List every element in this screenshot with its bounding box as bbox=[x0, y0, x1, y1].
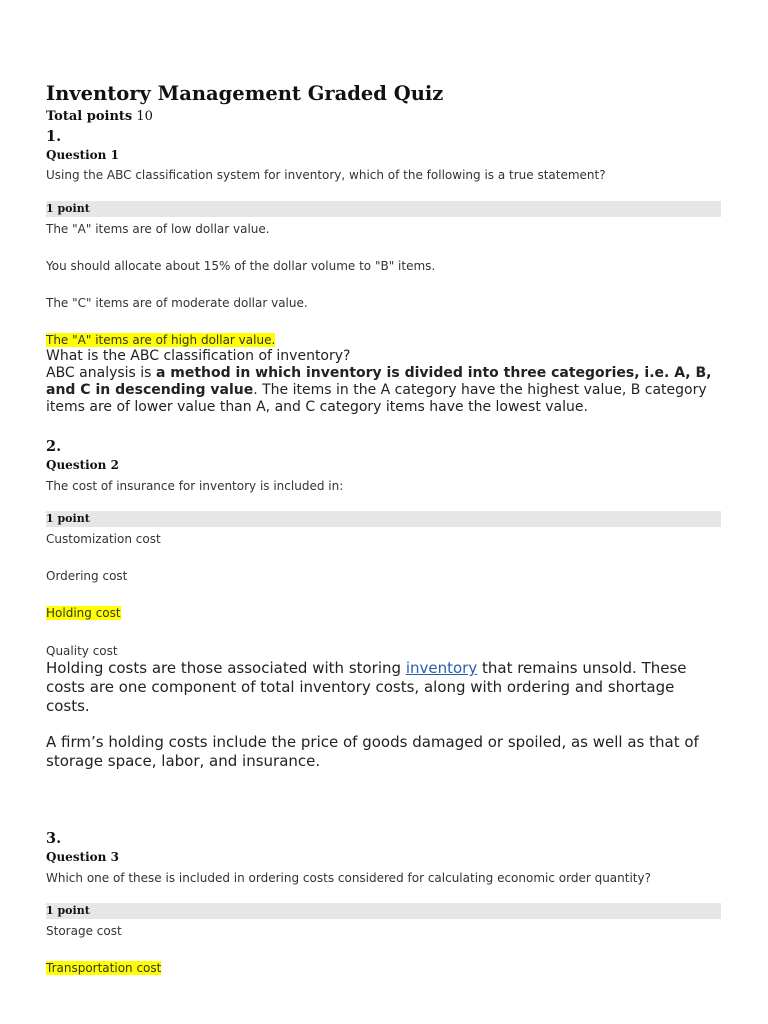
question-2-option-b[interactable]: Ordering cost bbox=[46, 569, 128, 583]
question-2-text: The cost of insurance for inventory is included in: bbox=[46, 479, 344, 493]
total-points-value: 10 bbox=[136, 109, 153, 124]
explanation-text: Holding costs are those associated with storing bbox=[46, 659, 406, 677]
explanation-text: ABC analysis is bbox=[46, 365, 156, 381]
question-2-explanation-p2: A firm’s holding costs include the price of goods damaged or spoiled, as well as that of storage space, labor, and insurance. bbox=[46, 733, 699, 770]
question-2-explanation-p1 bbox=[46, 659, 721, 716]
question-1-option-d[interactable] bbox=[46, 333, 275, 347]
quiz-title: Inventory Management Graded Quiz bbox=[46, 82, 444, 105]
explanation-text: . The items in the A category have the highest value, B category items are of lower value than A, and C category items have the lowest value. bbox=[46, 382, 707, 415]
question-3-number: 3. bbox=[46, 830, 62, 847]
question-3-label: Question 3 bbox=[46, 850, 119, 864]
question-1-points: 1 point bbox=[46, 201, 721, 217]
question-1-correct-answer: The "A" items are of high dollar value. bbox=[46, 333, 276, 347]
question-1-option-b[interactable]: You should allocate about 15% of the dollar volume to "B" items. bbox=[46, 259, 436, 273]
question-3-text: Which one of these is included in ordering costs considered for calculating economic order quantity? bbox=[46, 871, 651, 885]
question-2-label: Question 2 bbox=[46, 458, 119, 472]
question-2-correct-answer: Holding cost bbox=[46, 606, 121, 620]
question-1-text: Using the ABC classification system for inventory, which of the following is a true statement? bbox=[46, 168, 606, 182]
question-3-option-a[interactable]: Storage cost bbox=[46, 924, 122, 938]
question-1-option-c[interactable]: The "C" items are of moderate dollar value. bbox=[46, 296, 308, 310]
inventory-link[interactable]: inventory bbox=[405, 659, 478, 677]
question-1-label: Question 1 bbox=[46, 148, 119, 162]
question-2-number: 2. bbox=[46, 438, 62, 455]
question-2-option-d[interactable]: Quality cost bbox=[46, 644, 118, 658]
total-points-label: Total points bbox=[46, 109, 133, 124]
question-1-number: 1. bbox=[46, 128, 62, 145]
question-3-points: 1 point bbox=[46, 903, 721, 919]
question-3-option-b[interactable] bbox=[46, 961, 161, 975]
question-2-points: 1 point bbox=[46, 511, 721, 527]
question-1-explanation bbox=[46, 365, 721, 416]
question-1-option-a[interactable]: The "A" items are of low dollar value. bbox=[46, 222, 270, 236]
explanation-text: that remains unsold. These costs are one component of total inventory costs, along with ordering and shortage costs. bbox=[46, 659, 687, 715]
question-2-option-c[interactable] bbox=[46, 606, 121, 620]
question-3-correct-answer: Transportation cost bbox=[46, 961, 162, 975]
explanation-bold-text: a method in which inventory is divided into three categories, i.e. A, B, and C in descending value bbox=[46, 365, 712, 398]
question-1-explanation-heading: What is the ABC classification of inventory? bbox=[46, 348, 351, 364]
question-2-option-a[interactable]: Customization cost bbox=[46, 532, 161, 546]
total-points bbox=[46, 109, 153, 124]
